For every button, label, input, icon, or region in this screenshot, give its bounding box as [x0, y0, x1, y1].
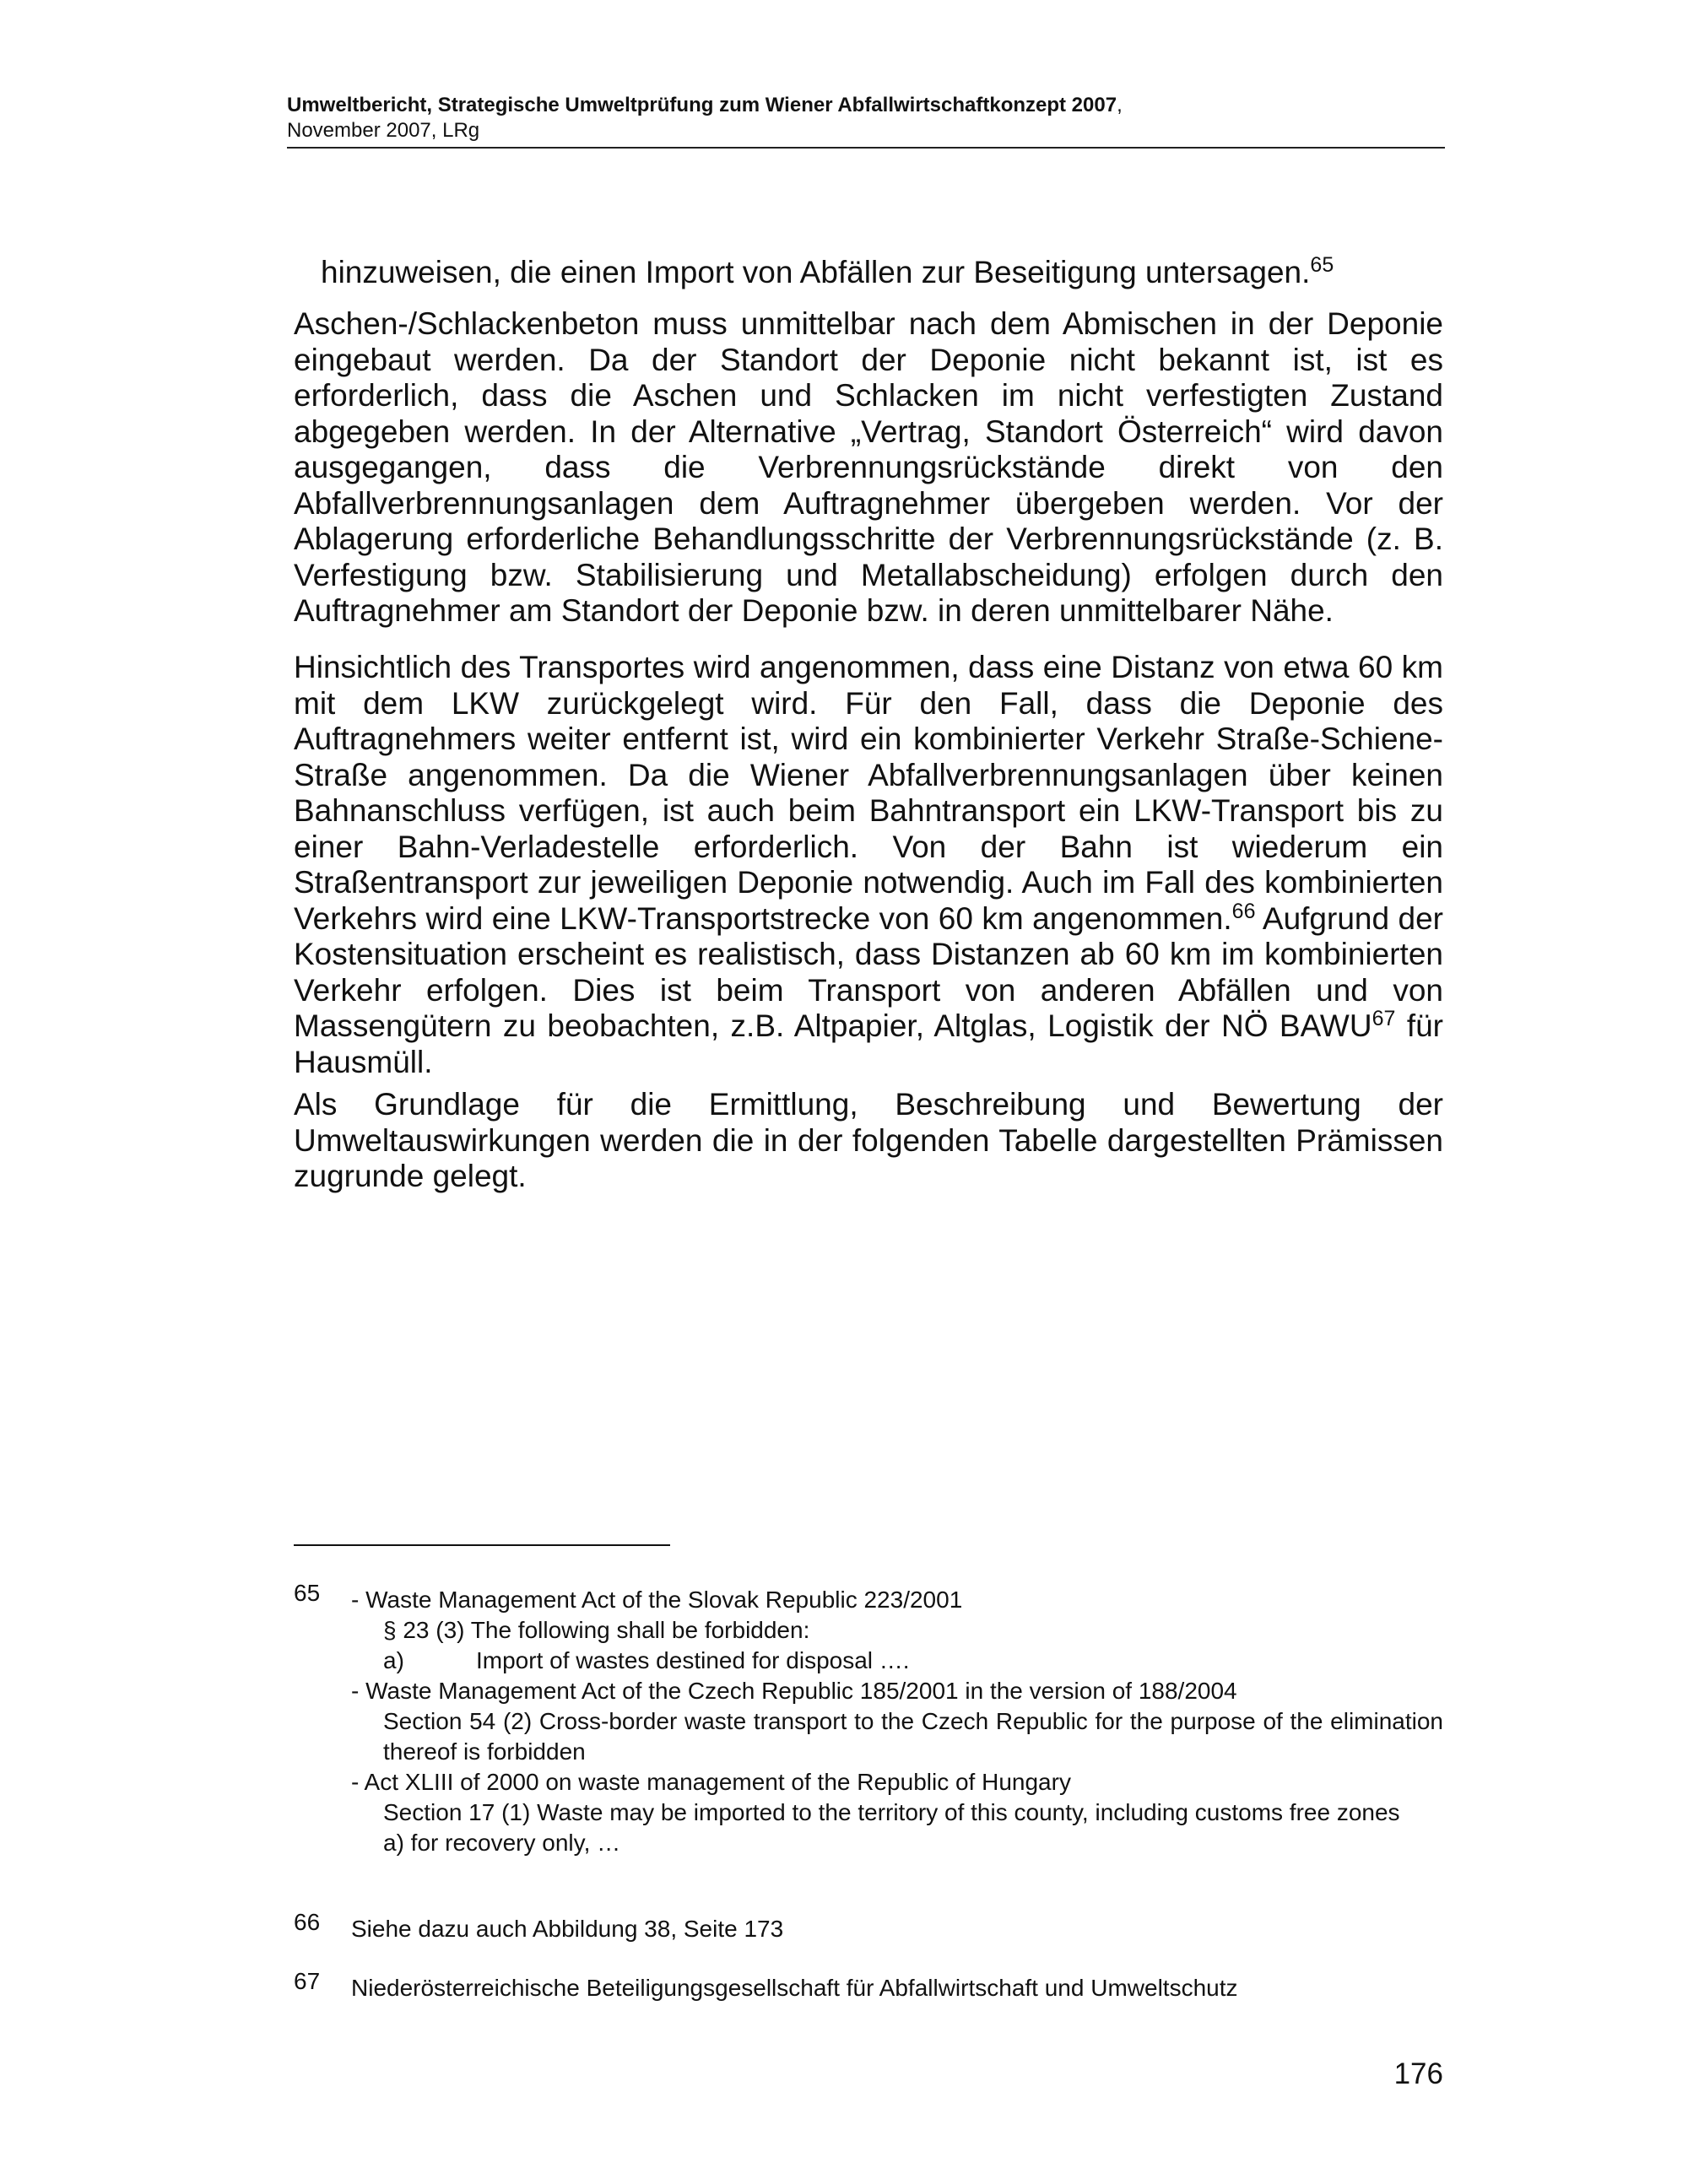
footnote-65-item-1-sub-1: § 23 (3) The following shall be forbidden:	[383, 1617, 810, 1643]
footnote-ref-66: 66	[1231, 899, 1256, 923]
footnote-65-body	[351, 1585, 1443, 1858]
paragraph-2-part-a: Hinsichtlich des Transportes wird angenommen, dass eine Distanz von etwa 60 km mit dem LKW zurückgelegt wird. Für den Fall, dass die Deponie des Auftragnehmers weiter entfernt ist, wird ein kombinierter Verkehr Straße-Schiene-Straße angenommen. Da die Wiener Abfallverbrennungsanlagen über keinen Bahnanschluss verfügen, ist auch beim Bahntransport ein LKW-Transport bis zu einer Bahn-Verladestelle erforderlich. Von der Bahn ist wiederum ein Straßentransport zur jeweiligen Deponie notwendig. Auch im Fall des kombinierten Verkehrs wird eine LKW-Transportstrecke von 60 km angenommen.	[294, 650, 1443, 936]
footnote-65-number: 65	[294, 1580, 321, 1606]
footnote-65-item-3-sub-1: Section 17 (1) Waste may be imported to the territory of this county, including customs free zones	[383, 1799, 1400, 1825]
footnote-ref-67: 67	[1372, 1007, 1396, 1030]
paragraph-1	[294, 306, 1443, 630]
paragraph-2-text	[294, 650, 1443, 1080]
footnote-65-item-1: - Waste Management Act of the Slovak Republic 223/2001	[351, 1587, 963, 1613]
footnote-65-item-1-sub-2-text: Import of wastes destined for disposal ….	[476, 1647, 910, 1673]
footnote-65-item-2: - Waste Management Act of the Czech Republic 185/2001 in the version of 188/2004	[351, 1678, 1237, 1704]
header-subtitle: November 2007, LRg	[287, 119, 480, 142]
paragraph-2-part-c: für Hausmüll.	[294, 1008, 1443, 1079]
footnote-separator	[294, 1544, 670, 1546]
paragraph-1-text: Aschen-/Schlackenbeton muss unmittelbar nach dem Abmischen in der Deponie eingebaut werden. Da der Standort der Deponie nicht bekannt ist, ist es erforderlich, dass die Aschen und Schlacken im nicht verfestigten Zustand abgegeben werden. In der Alternative „Vertrag, Standort Österreich“ wird davon ausgegangen, dass die Verbrennungsrückstände direkt von den Abfallverbrennungsanlagen dem Auftragnehmer übergeben werden. Vor der Ablagerung erforderliche Behandlungsschritte der Verbrennungsrückstände (z. B. Verfestigung bzw. Stabilisierung und Metallabscheidung) erfolgen durch den Auftragnehmer am Standort der Deponie bzw. in deren unmittelbarer Nähe.	[294, 306, 1443, 628]
header-title-suffix: ,	[1117, 94, 1123, 116]
page-number: 176	[1393, 2057, 1443, 2090]
footnote-67-number: 67	[294, 1968, 321, 1994]
footnote-65-item-1-letter: a)	[383, 1647, 404, 1673]
footnote-66-number: 66	[294, 1909, 321, 1935]
header-title	[287, 93, 1445, 118]
footnote-65-item-3-sub-2: a) for recovery only, …	[383, 1830, 621, 1856]
paragraph-3-text: Als Grundlage für die Ermittlung, Beschreibung und Bewertung der Umweltauswirkungen werden die in der folgenden Tabelle dargestellten Prämissen zugrunde gelegt.	[294, 1087, 1443, 1193]
paragraph-3	[294, 1087, 1443, 1195]
continued-line-text: hinzuweisen, die einen Import von Abfällen zur Beseitigung untersagen.	[321, 255, 1311, 289]
footnote-67	[294, 1968, 1443, 2003]
footnote-67-text: Niederösterreichische Beteiligungsgesellschaft für Abfallwirtschaft und Umweltschutz	[351, 1975, 1238, 2001]
footnote-66-text: Siehe dazu auch Abbildung 38, Seite 173	[351, 1916, 784, 1942]
footnote-65-item-1-sub-2	[383, 1646, 1443, 1676]
continued-line	[321, 255, 1334, 290]
footnote-65-item-3: - Act XLIII of 2000 on waste management of the Republic of Hungary	[351, 1769, 1071, 1795]
header-title-text: Umweltbericht, Strategische Umweltprüfung zum Wiener Abfallwirtschaftkonzept 2007	[287, 94, 1117, 116]
paragraph-2	[294, 650, 1443, 1080]
footnote-ref-65: 65	[1310, 253, 1334, 277]
running-header	[287, 93, 1445, 149]
paragraph-2-part-b: Aufgrund der Kostensituation erscheint es realistisch, dass Distanzen ab 60 km im kombinierten Verkehr erfolgen. Dies ist beim Transport von anderen Abfällen und von Massengütern zu beobachten, z.B. Altpapier, Altglas, Logistik der NÖ BAWU	[294, 900, 1443, 1043]
footnote-66	[294, 1909, 1443, 1944]
footnote-65	[294, 1580, 1443, 1858]
footnote-65-item-2-sub-1: Section 54 (2) Cross-border waste transport to the Czech Republic for the purpose of the elimination thereof is forbidden	[383, 1708, 1443, 1765]
